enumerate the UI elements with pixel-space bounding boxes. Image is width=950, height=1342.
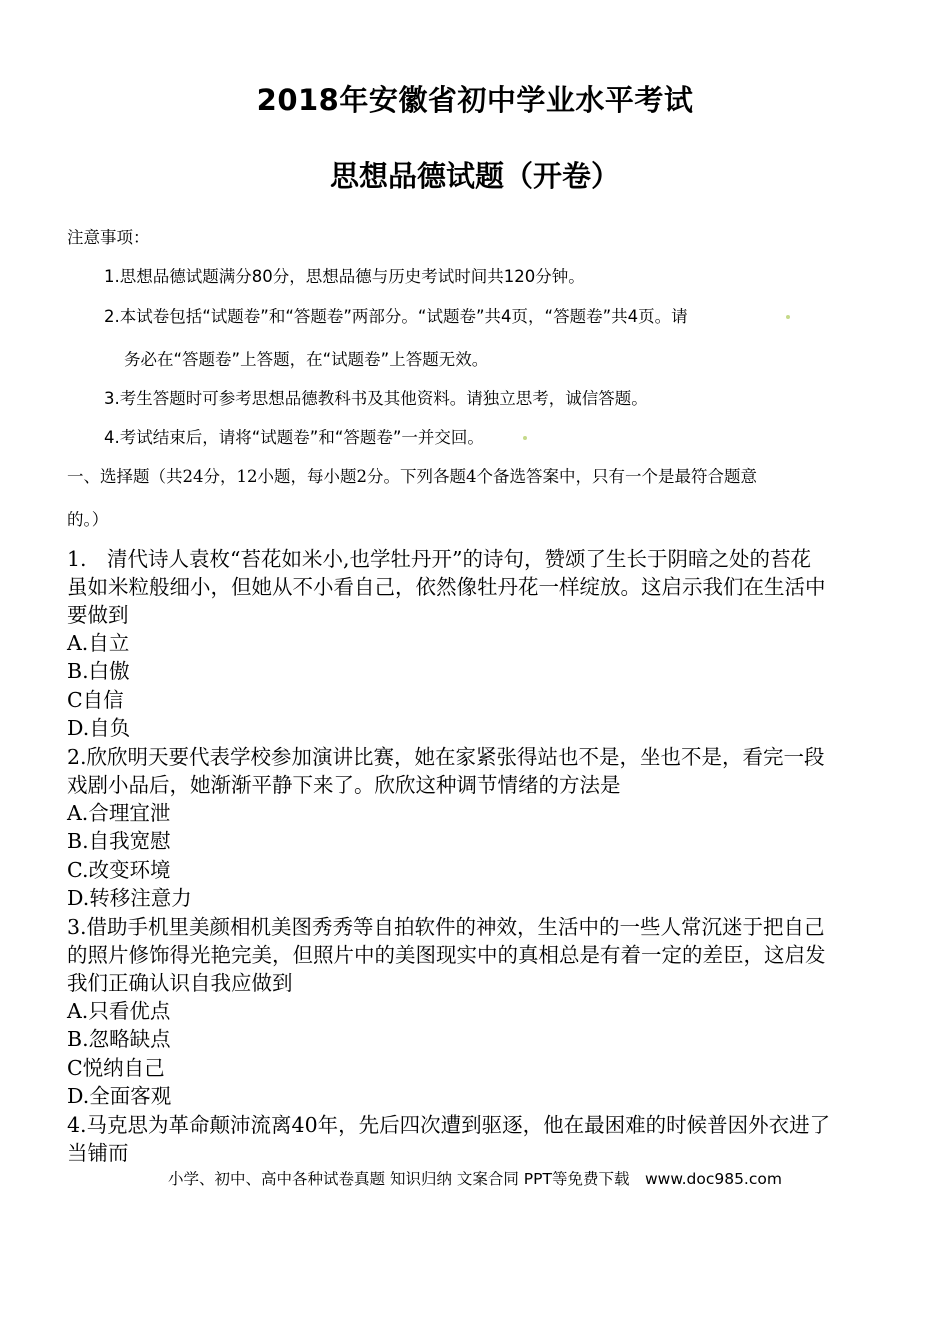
option-c: C.改变环境 <box>67 858 171 882</box>
option-a: A.自立 <box>67 631 130 655</box>
option-d: D.自负 <box>67 716 131 740</box>
notice-heading: 注意事项： <box>67 228 150 247</box>
notice-item: 3.考生答题时可参考思想品德教科书及其他资料。请独立思考，诚信答题。 <box>104 389 648 408</box>
mark-dot <box>786 315 790 319</box>
question-text: 3.借助手机里美颜相机美图秀秀等自拍软件的神效，生活中的一些人常沉迷于把自己 <box>67 915 825 939</box>
notice-item: 2.本试卷包括“试题卷”和“答题卷”两部分。“试题卷”共4页，“答题卷”共4页。请 <box>104 307 688 326</box>
question-text: 戏剧小品后，她渐渐平静下来了。欣欣这种调节情绪的方法是 <box>67 773 621 797</box>
mark-dot <box>523 436 527 440</box>
option-a: A.只看优点 <box>67 999 171 1023</box>
question-text: 1. 清代诗人袁枚“苔花如米小,也学牡丹开”的诗句，赞颂了生长于阴暗之处的苔花 <box>67 547 812 571</box>
section-heading-cont: 的。） <box>67 510 109 529</box>
option-d: D.转移注意力 <box>67 886 192 910</box>
question-text: 2.欣欣明天要代表学校参加演讲比赛，她在家紧张得站也不是，坐也不是，看完一段 <box>67 745 825 769</box>
footer-watermark: 小学、初中、高中各种试卷真题 知识归纳 文案合同 PPT等免费下载 www.doc985.com <box>168 1170 782 1188</box>
option-b: B.忽略缺点 <box>67 1027 171 1051</box>
option-a: A.合理宜泄 <box>67 801 171 825</box>
option-b: B.自我宽慰 <box>67 829 171 853</box>
question-text: 的照片修饰得光艳完美，但照片中的美图现实中的真相总是有着一定的差臣，这启发 <box>67 943 826 967</box>
notice-item: 4.考试结束后，请将“试题卷”和“答题卷”一并交回。 <box>104 428 484 447</box>
option-c: C悦纳自己 <box>67 1056 165 1080</box>
exam-title: 2018年安徽省初中学业水平考试 <box>256 83 694 117</box>
question-text: 当铺而 <box>67 1141 129 1165</box>
exam-subtitle: 思想品德试题（开卷） <box>329 159 620 193</box>
section-heading: 一、选择题（共24分，12小题，每小题2分。下列各题4个备选答案中，只有一个是最符合题意 <box>67 467 757 486</box>
question-text: 要做到 <box>67 603 129 627</box>
notice-item: 1.思想品德试题满分80分，思想品德与历史考试时间共120分钟。 <box>104 267 585 286</box>
question-text: 我们正确认识自我应做到 <box>67 971 293 995</box>
question-text: 虽如米粒般细小，但她从不小看自己，依然像牡丹花一样绽放。这启示我们在生活中 <box>67 575 826 599</box>
notice-item: 务必在“答题卷”上答题，在“试题卷”上答题无效。 <box>124 350 489 369</box>
question-text: 4.马克思为革命颠沛流离40年，先后四次遭到驱逐，他在最困难的时候普因外衣进了 <box>67 1113 831 1137</box>
option-d: D.全面客观 <box>67 1084 172 1108</box>
option-c: C自信 <box>67 688 124 712</box>
option-b: B.白傲 <box>67 659 130 683</box>
